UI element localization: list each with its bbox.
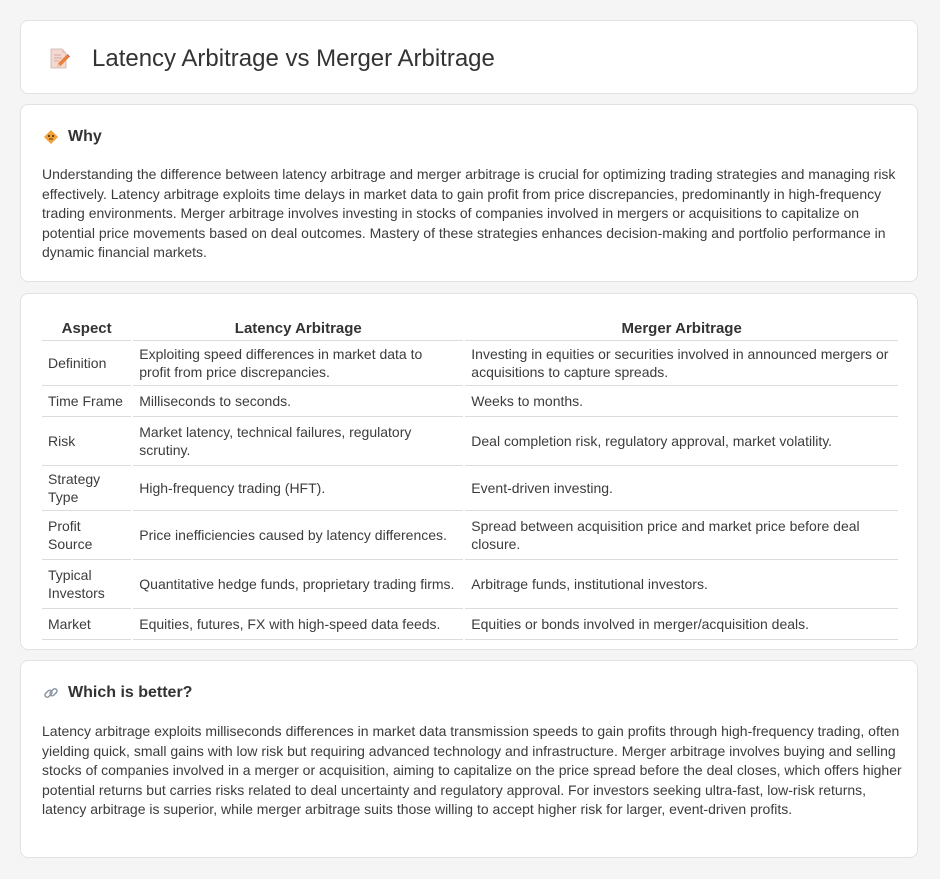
better-heading: Which is better? <box>68 684 193 701</box>
cell-latency: High-frequency trading (HFT). <box>132 466 464 511</box>
title-card <box>20 20 918 94</box>
cell-latency: Market latency, technical failures, regulatory scrutiny. <box>132 417 464 466</box>
table-row <box>42 417 898 466</box>
cell-latency: Price inefficiencies caused by latency differences. <box>132 511 464 560</box>
header-latency: Latency Arbitrage <box>132 314 464 341</box>
better-heading-row <box>43 682 192 704</box>
table-row <box>42 466 898 511</box>
table-row <box>42 560 898 609</box>
cell-merger: Arbitrage funds, institutional investors. <box>464 560 898 609</box>
cell-aspect: Market <box>42 609 132 640</box>
cell-aspect: Profit Source <box>42 511 132 560</box>
diamond-warning-icon <box>43 129 59 145</box>
why-heading: Why <box>68 128 102 145</box>
cell-merger: Investing in equities or securities involved in announced mergers or acquisitions to capture spreads. <box>464 341 898 386</box>
comparison-table <box>42 314 898 640</box>
document-edit-icon <box>47 47 71 71</box>
header-merger: Merger Arbitrage <box>464 314 898 341</box>
table-row <box>42 341 898 386</box>
cell-latency: Equities, futures, FX with high-speed data feeds. <box>132 609 464 640</box>
cell-aspect: Typical Investors <box>42 560 132 609</box>
better-text: Latency arbitrage exploits milliseconds differences in market data transmission speeds to gain profits through high-frequency trading, often yielding quick, small gains with low risk but requiring advanced technology and infrastructure. Merger arbitrage involves buying and selling stocks of companies involved in a merger or acquisition, aiming to capitalize on the price spread before the deal closes, which offers higher potential returns but carries risks related to deal uncertainty and regulatory approval. For investors seeking ultra-fast, low-risk returns, latency arbitrage is superior, while merger arbitrage suits those willing to accept higher risk for larger, event-driven profits. <box>42 723 902 817</box>
cell-merger: Equities or bonds involved in merger/acquisition deals. <box>464 609 898 640</box>
cell-aspect: Strategy Type <box>42 466 132 511</box>
comparison-section <box>20 293 918 650</box>
cell-merger: Event-driven investing. <box>464 466 898 511</box>
why-text: Understanding the difference between latency arbitrage and merger arbitrage is crucial for optimizing trading strategies and managing risk effectively. Latency arbitrage exploits time delays in market data to gain profit from price discrepancies, predominantly in high-frequency trading environments. Merger arbitrage involves investing in stocks of companies involved in mergers or acquisitions to capitalize on potential price movements based on deal outcomes. Mastery of these strategies enhances decision-making and portfolio performance in dynamic financial markets. <box>42 166 896 260</box>
table-row <box>42 386 898 417</box>
table-header-row <box>42 314 898 341</box>
cell-latency: Quantitative hedge funds, proprietary trading firms. <box>132 560 464 609</box>
cell-latency: Exploiting speed differences in market data to profit from price discrepancies. <box>132 341 464 386</box>
which-better-section <box>20 660 918 858</box>
cell-latency: Milliseconds to seconds. <box>132 386 464 417</box>
table-row <box>42 511 898 560</box>
cell-merger: Spread between acquisition price and market price before deal closure. <box>464 511 898 560</box>
cell-aspect: Time Frame <box>42 386 132 417</box>
cell-merger: Weeks to months. <box>464 386 898 417</box>
cell-aspect: Definition <box>42 341 132 386</box>
table-row <box>42 609 898 640</box>
header-aspect: Aspect <box>42 314 132 341</box>
why-heading-row <box>43 126 102 148</box>
cell-merger: Deal completion risk, regulatory approval, market volatility. <box>464 417 898 466</box>
cell-aspect: Risk <box>42 417 132 466</box>
link-icon <box>43 685 59 701</box>
why-section <box>20 104 918 282</box>
page-title: Latency Arbitrage vs Merger Arbitrage <box>92 45 495 72</box>
